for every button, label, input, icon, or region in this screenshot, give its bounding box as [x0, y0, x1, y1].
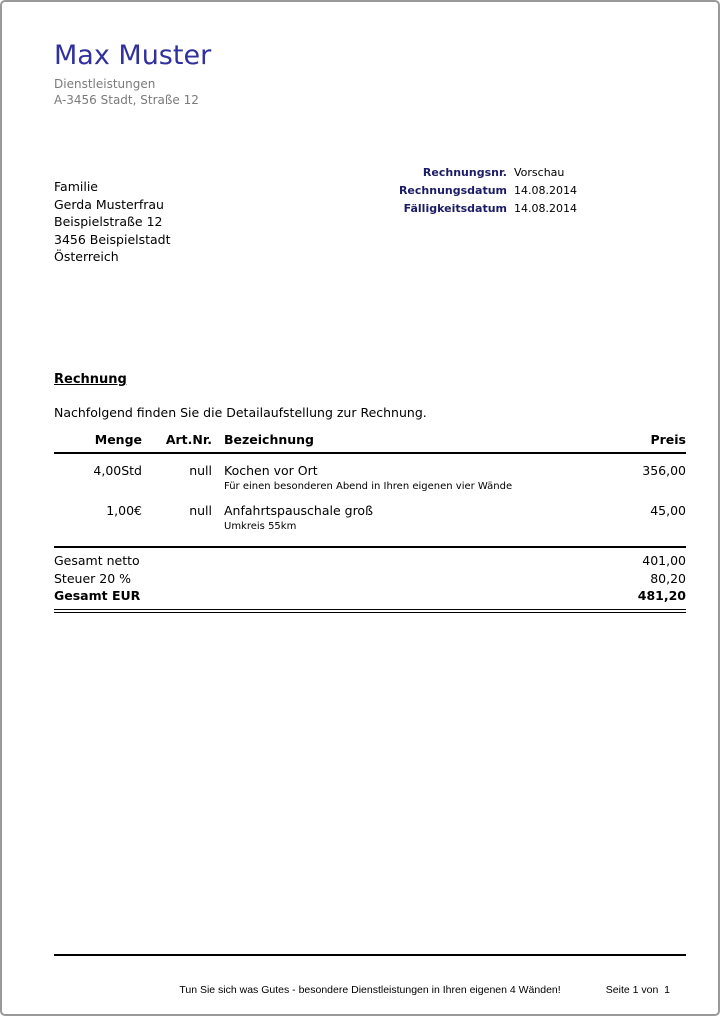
sender-address-line: A-3456 Stadt, Straße 12	[54, 93, 199, 107]
total-gross-value: 481,20	[637, 588, 686, 603]
total-gross-label: Gesamt EUR	[54, 588, 141, 603]
recipient-line: Familie	[54, 179, 98, 194]
recipient-line: Österreich	[54, 249, 119, 264]
cell-preis: 45,00	[650, 503, 686, 518]
sender-block	[54, 40, 211, 108]
total-netto-value: 401,00	[642, 553, 686, 568]
sender-name: Max Muster	[54, 40, 212, 71]
cell-beschreibung: Für einen besonderen Abend in Ihren eigenen vier Wände	[224, 481, 513, 492]
totals-block	[54, 548, 686, 613]
due-date-value: 14.08.2014	[514, 202, 577, 215]
table-header-row	[54, 432, 686, 454]
invoice-meta	[347, 166, 604, 215]
due-date-label: Fälligkeitsdatum	[403, 202, 507, 215]
invoice-date-value: 14.08.2014	[514, 184, 577, 197]
cell-menge: 4,00Std	[93, 463, 142, 478]
header-bezeichnung: Bezeichnung	[224, 432, 314, 447]
footer-divider	[54, 954, 686, 956]
header-preis: Preis	[650, 432, 686, 447]
total-tax-row	[54, 570, 686, 588]
table-row	[54, 494, 686, 534]
footer-slogan: Tun Sie sich was Gutes - besondere Dienstleistungen in Ihren eigenen 4 Wänden!	[179, 984, 561, 996]
cell-menge: 1,00€	[106, 503, 142, 518]
intro-text: Nachfolgend finden Sie die Detailaufstellung zur Rechnung.	[54, 405, 427, 420]
total-netto-row	[54, 552, 686, 570]
recipient-address	[54, 178, 171, 266]
total-tax-label: Steuer 20 %	[54, 570, 132, 586]
page-number: Seite 1 von 1	[605, 984, 670, 996]
recipient-line: 3456 Beispielstadt	[54, 231, 171, 247]
footer	[54, 984, 686, 996]
sender-business-line: Dienstleistungen	[54, 77, 156, 91]
cell-artnr: null	[189, 503, 212, 518]
invoice-number-value: Vorschau	[514, 166, 565, 179]
header-menge: Menge	[94, 432, 142, 447]
cell-bezeichnung: Anfahrtspauschale groß	[224, 503, 373, 518]
cell-beschreibung: Umkreis 55km	[224, 521, 297, 532]
invoice-number-label: Rechnungsnr.	[422, 166, 507, 179]
recipient-line: Gerda Musterfrau	[54, 196, 164, 212]
total-gross-row	[54, 587, 686, 605]
table-body	[54, 454, 686, 548]
section-title: Rechnung	[54, 372, 127, 387]
total-netto-label: Gesamt netto	[54, 553, 140, 568]
invoice-date-label: Rechnungsdatum	[398, 184, 507, 197]
recipient-line: Beispielstraße 12	[54, 214, 163, 229]
cell-bezeichnung: Kochen vor Ort	[224, 463, 318, 478]
header-artnr: Art.Nr.	[165, 432, 212, 447]
cell-preis: 356,00	[642, 463, 686, 478]
cell-artnr: null	[189, 463, 212, 478]
items-table	[54, 432, 686, 613]
total-tax-value: 80,20	[650, 570, 686, 586]
table-row	[54, 454, 686, 494]
